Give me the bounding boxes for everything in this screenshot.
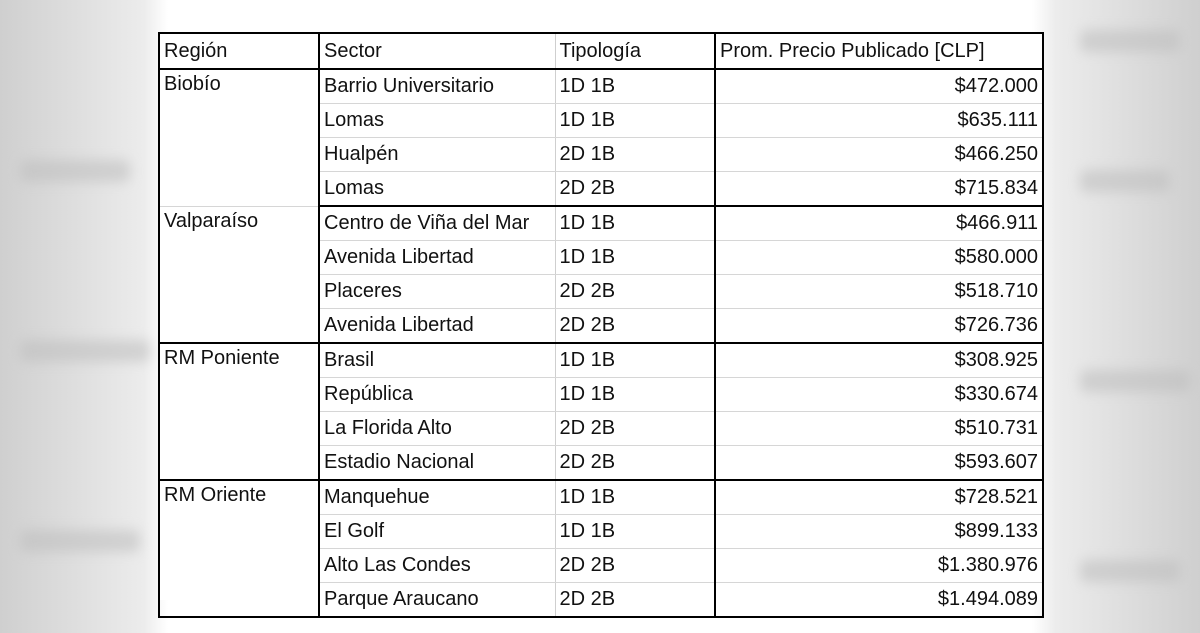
table-row (159, 206, 1043, 241)
sector-cell: Centro de Viña del Mar (319, 206, 555, 241)
tipologia-cell: 1D 1B (555, 206, 715, 241)
precio-cell: $1.380.976 (715, 549, 1043, 583)
sector-cell: Parque Araucano (319, 583, 555, 618)
tipologia-cell: 1D 1B (555, 515, 715, 549)
header-region: Región (159, 33, 319, 69)
header-sector: Sector (319, 33, 555, 69)
region-cell: Biobío (159, 69, 319, 206)
blurred-decoration (20, 530, 140, 552)
sector-cell: Hualpén (319, 138, 555, 172)
sector-cell: El Golf (319, 515, 555, 549)
table-card (158, 32, 1042, 610)
tipologia-cell: 2D 1B (555, 138, 715, 172)
sector-cell: Placeres (319, 275, 555, 309)
precio-cell: $728.521 (715, 480, 1043, 515)
precio-cell: $1.494.089 (715, 583, 1043, 618)
region-cell: RM Oriente (159, 480, 319, 617)
precio-cell: $518.710 (715, 275, 1043, 309)
blurred-decoration (1080, 560, 1180, 582)
sector-cell: República (319, 378, 555, 412)
tipologia-cell: 1D 1B (555, 378, 715, 412)
tipologia-cell: 1D 1B (555, 343, 715, 378)
table-row (159, 480, 1043, 515)
sector-cell: Alto Las Condes (319, 549, 555, 583)
precio-cell: $899.133 (715, 515, 1043, 549)
tipologia-cell: 2D 2B (555, 412, 715, 446)
region-cell: Valparaíso (159, 206, 319, 343)
table-row (159, 343, 1043, 378)
sector-cell: Barrio Universitario (319, 69, 555, 104)
header-precio: Prom. Precio Publicado [CLP] (715, 33, 1043, 69)
header-tipologia: Tipología (555, 33, 715, 69)
precio-cell: $330.674 (715, 378, 1043, 412)
sector-cell: Estadio Nacional (319, 446, 555, 481)
tipologia-cell: 2D 2B (555, 446, 715, 481)
tipologia-cell: 1D 1B (555, 241, 715, 275)
tipologia-cell: 1D 1B (555, 480, 715, 515)
table-row (159, 69, 1043, 104)
precio-cell: $580.000 (715, 241, 1043, 275)
blurred-decoration (1080, 370, 1190, 392)
tipologia-cell: 2D 2B (555, 549, 715, 583)
precio-cell: $466.911 (715, 206, 1043, 241)
precio-cell: $472.000 (715, 69, 1043, 104)
table-header-row (159, 33, 1043, 69)
tipologia-cell: 2D 2B (555, 309, 715, 344)
sector-cell: Brasil (319, 343, 555, 378)
region-cell: RM Poniente (159, 343, 319, 480)
precio-cell: $726.736 (715, 309, 1043, 344)
tipologia-cell: 2D 2B (555, 172, 715, 207)
sector-cell: Avenida Libertad (319, 241, 555, 275)
tipologia-cell: 2D 2B (555, 275, 715, 309)
sector-cell: La Florida Alto (319, 412, 555, 446)
sector-cell: Manquehue (319, 480, 555, 515)
precio-cell: $635.111 (715, 104, 1043, 138)
blurred-decoration (1080, 30, 1180, 52)
sector-cell: Lomas (319, 104, 555, 138)
precio-cell: $593.607 (715, 446, 1043, 481)
precio-cell: $466.250 (715, 138, 1043, 172)
tipologia-cell: 1D 1B (555, 69, 715, 104)
tipologia-cell: 2D 2B (555, 583, 715, 618)
blurred-decoration (20, 160, 130, 182)
sector-cell: Lomas (319, 172, 555, 207)
precio-cell: $510.731 (715, 412, 1043, 446)
price-table (158, 32, 1044, 618)
blurred-decoration (1080, 170, 1170, 192)
sector-cell: Avenida Libertad (319, 309, 555, 344)
blurred-decoration (20, 340, 150, 362)
precio-cell: $715.834 (715, 172, 1043, 207)
precio-cell: $308.925 (715, 343, 1043, 378)
tipologia-cell: 1D 1B (555, 104, 715, 138)
